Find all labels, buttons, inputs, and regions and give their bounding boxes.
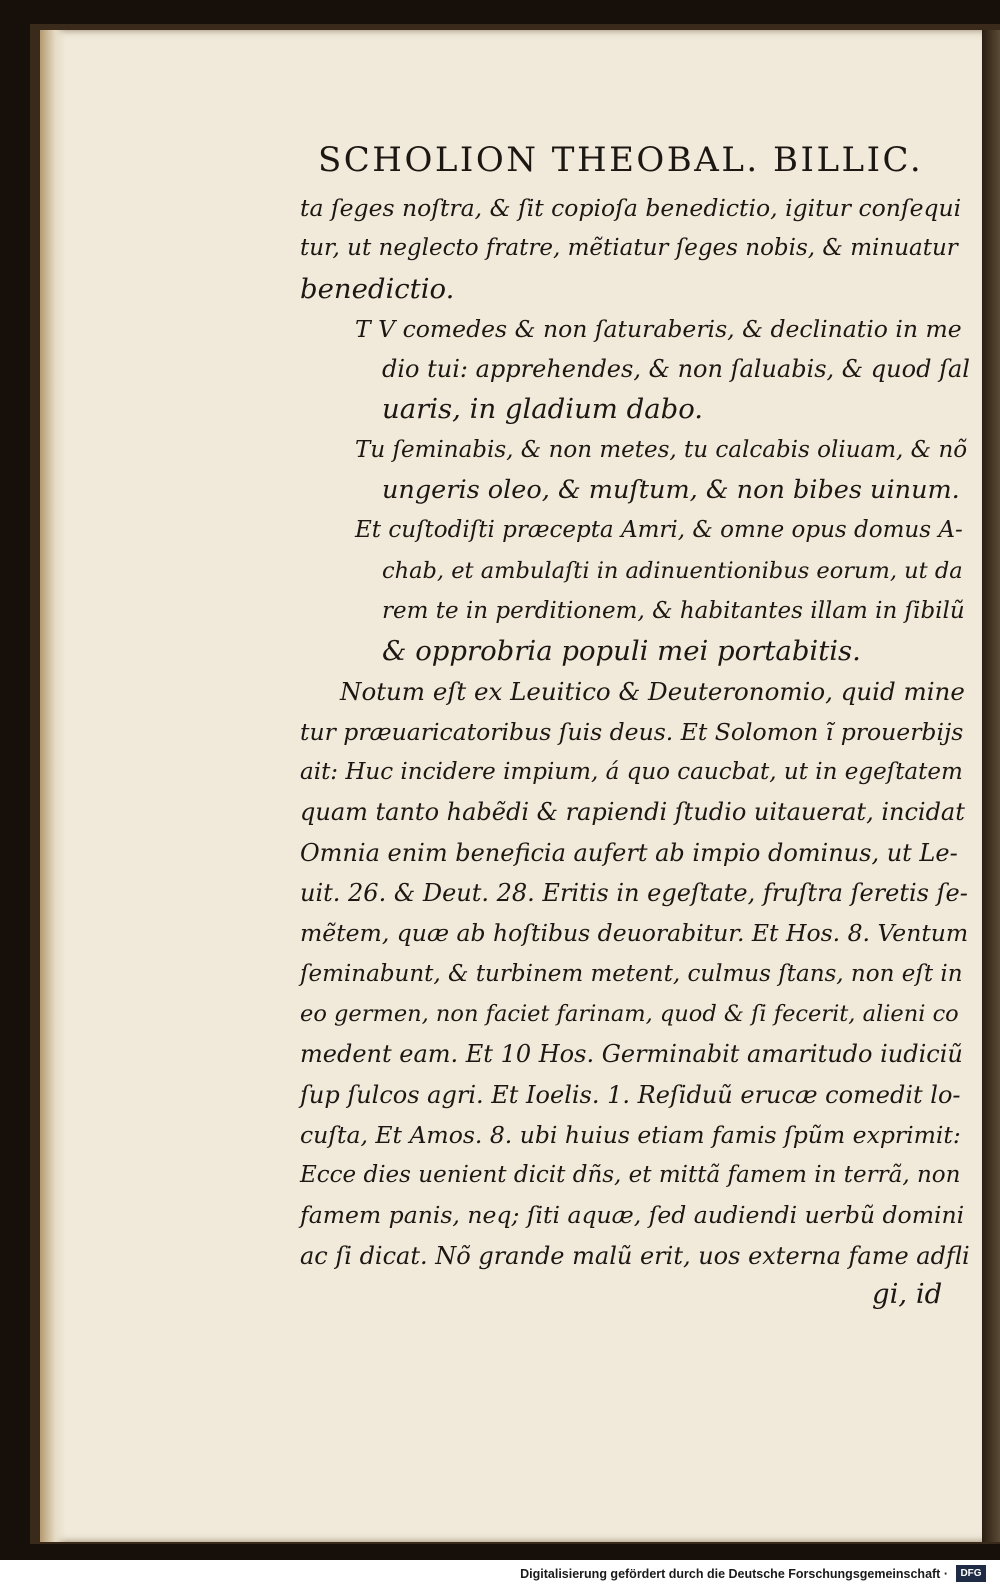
text-line: ta ſeges noſtra, & ſit copioſa benedictio, igitur conſequi (300, 194, 962, 222)
text-line: dio tui: apprehendes, & non ſaluabis, & quod ſal (382, 355, 970, 384)
text-line: & opprobria populi mei portabitis. (382, 635, 861, 668)
dfg-logo: DFG (956, 1565, 986, 1582)
text-line: chab, et ambulaſti in adinuentionibus eorum, ut da (382, 557, 963, 584)
page-edge (982, 30, 1000, 1542)
text-line: famem panis, neq; ſiti aquæ, ſed audiendi uerbũ domini (300, 1201, 965, 1230)
text-line: ait: Huc incidere impium, á quo caucbat, ut in egeſtatem (300, 759, 963, 786)
running-head: SCHOLION THEOBAL. BILLIC. (318, 140, 924, 180)
footer-bar (0, 1560, 1000, 1590)
text-line: uit. 26. & Deut. 28. Eritis in egeſtate, fruſtra ſeretis ſe- (300, 879, 968, 908)
text-line: Notum eſt ex Leuitico & Deuteronomio, quid mine (340, 676, 965, 706)
text-line: Omnia enim beneficia aufert ab impio dominus, ut Le- (300, 838, 958, 867)
text-line: ſeminabunt, & turbinem metent, culmus ſtans, non eſt in (300, 960, 963, 987)
text-line: cuſta, Et Amos. 8. ubi huius etiam famis ſpũm exprimit: (300, 1120, 961, 1149)
text-line: mẽtem, quæ ab hoſtibus deuorabitur. Et Hos. 8. Ventum (300, 919, 969, 948)
text-line: quam tanto habẽdi & rapiendi ſtudio uitauerat, incidat (300, 798, 965, 827)
body-text (300, 188, 970, 1276)
text-line: rem te in perditionem, & habitantes illam in ſibilũ (382, 597, 965, 624)
page-gutter (40, 30, 66, 1542)
text-line: tur præuaricatoribus ſuis deus. Et Solomon ĩ prouerbijs (300, 717, 964, 746)
catchword: gi, id (872, 1278, 943, 1310)
text-line: ungeris oleo, & muſtum, & non bibes uinum. (382, 475, 960, 506)
funding-note: Digitalisierung gefördert durch die Deutsche Forschungsgemeinschaft · (520, 1567, 948, 1581)
text-line: benedictio. (300, 272, 455, 305)
text-line: medent eam. Et 10 Hos. Germinabit amaritudo iudiciũ (300, 1040, 963, 1069)
text-line: tur, ut neglecto fratre, mẽtiatur ſeges nobis, & minuatur (300, 235, 958, 262)
text-line: ac ſi dicat. Nõ grande malũ erit, uos externa fame adfli (300, 1241, 970, 1270)
text-line: ſup ſulcos agri. Et Ioelis. 1. Reſiduũ erucæ comedit lo- (300, 1080, 961, 1109)
text-line: Et cuſtodiſti præcepta Amri, & omne opus domus A- (355, 517, 963, 544)
text-line: eo germen, non faciet farinam, quod & ſi fecerit, alieni co (300, 1000, 959, 1027)
text-line: Tu ſeminabis, & non metes, tu calcabis oliuam, & nõ (355, 436, 968, 463)
text-line: Ecce dies uenient dicit dñs, et mittã famem in terrã, non (300, 1162, 961, 1189)
text-line: T V comedes & non ſaturaberis, & declinatio in me (355, 314, 962, 343)
text-line: uaris, in gladium dabo. (382, 393, 704, 426)
